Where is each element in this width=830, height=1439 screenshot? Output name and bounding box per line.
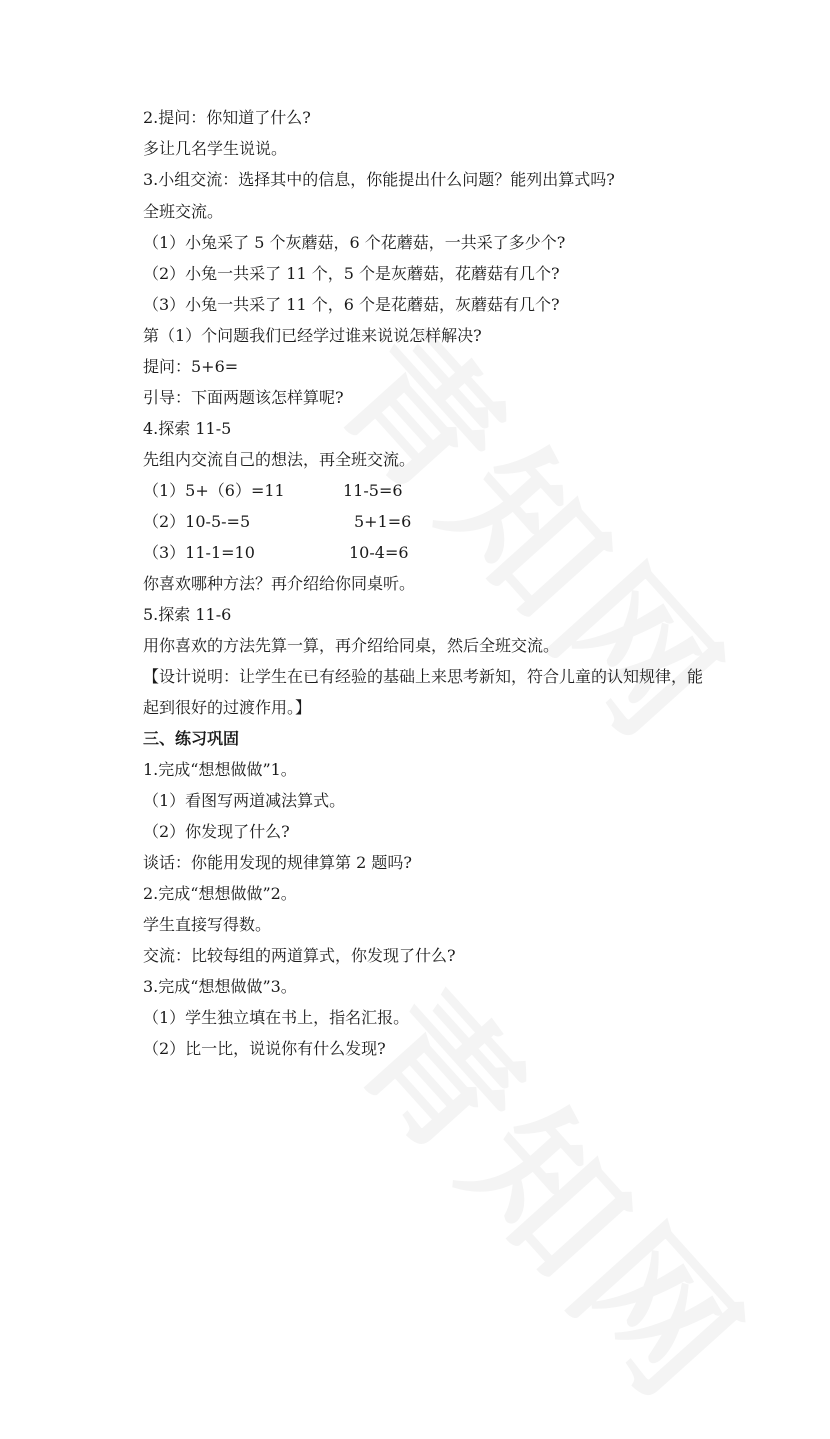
paragraph: 5.探索 11-6 xyxy=(143,605,232,624)
paragraph: 4.探索 11-5 xyxy=(143,419,232,438)
paragraph: 2.完成“想想做做”2。 xyxy=(143,884,297,903)
list-item: （3）小兔一共采了 11 个，6 个是花蘑菇，灰蘑菇有几个? xyxy=(143,295,560,314)
list-item: （2）你发现了什么? xyxy=(143,822,290,841)
paragraph: 第（1）个问题我们已经学过谁来说说怎样解决? xyxy=(143,326,482,345)
section-title: 三、练习巩固 xyxy=(143,729,240,748)
paragraph: 3.完成“想想做做”3。 xyxy=(143,977,297,996)
paragraph: 交流：比较每组的两道算式，你发现了什么? xyxy=(143,946,456,965)
list-item: （1）看图写两道减法算式。 xyxy=(143,791,346,810)
list-item: （2）小兔一共采了 11 个，5 个是灰蘑菇，花蘑菇有几个? xyxy=(143,264,560,283)
paragraph: 学生直接写得数。 xyxy=(143,915,272,934)
paragraph: 用你喜欢的方法先算一算，再介绍给同桌，然后全班交流。 xyxy=(143,636,560,655)
paragraph: 3.小组交流：选择其中的信息，你能提出什么问题？能列出算式吗? xyxy=(143,170,615,189)
method-left: （1）5+（6）=11 xyxy=(143,481,285,500)
paragraph: 全班交流。 xyxy=(143,202,224,221)
paragraph: 引导：下面两题该怎样算呢? xyxy=(143,388,344,407)
paragraph: 1.完成“想想做做”1。 xyxy=(143,760,297,779)
list-item: （1）小兔采了 5 个灰蘑菇，6 个花蘑菇，一共采了多少个? xyxy=(143,233,566,252)
method-left: （3）11-1=10 xyxy=(143,543,255,562)
method-right: 11-5=6 xyxy=(343,481,403,500)
method-left: （2）10-5-=5 xyxy=(143,512,251,531)
design-note-line: 【设计说明：让学生在已有经验的基础上来思考新知，符合儿童的认知规律，能 xyxy=(143,667,704,686)
paragraph: 多让几名学生说说。 xyxy=(143,139,288,158)
paragraph: 提问：5+6= xyxy=(143,357,239,376)
paragraph: 你喜欢哪种方法？再介绍给你同桌听。 xyxy=(143,574,416,593)
paragraph: 先组内交流自己的想法，再全班交流。 xyxy=(143,450,416,469)
method-right: 5+1=6 xyxy=(354,512,412,531)
list-item: （2）比一比，说说你有什么发现? xyxy=(143,1039,386,1058)
method-right: 10-4=6 xyxy=(349,543,409,562)
paragraph: 2.提问：你知道了什么? xyxy=(143,108,311,127)
paragraph: 谈话：你能用发现的规律算第 2 题吗? xyxy=(143,853,412,872)
design-note-line: 起到很好的过渡作用。】 xyxy=(143,698,312,717)
list-item: （1）学生独立填在书上，指名汇报。 xyxy=(143,1008,410,1027)
